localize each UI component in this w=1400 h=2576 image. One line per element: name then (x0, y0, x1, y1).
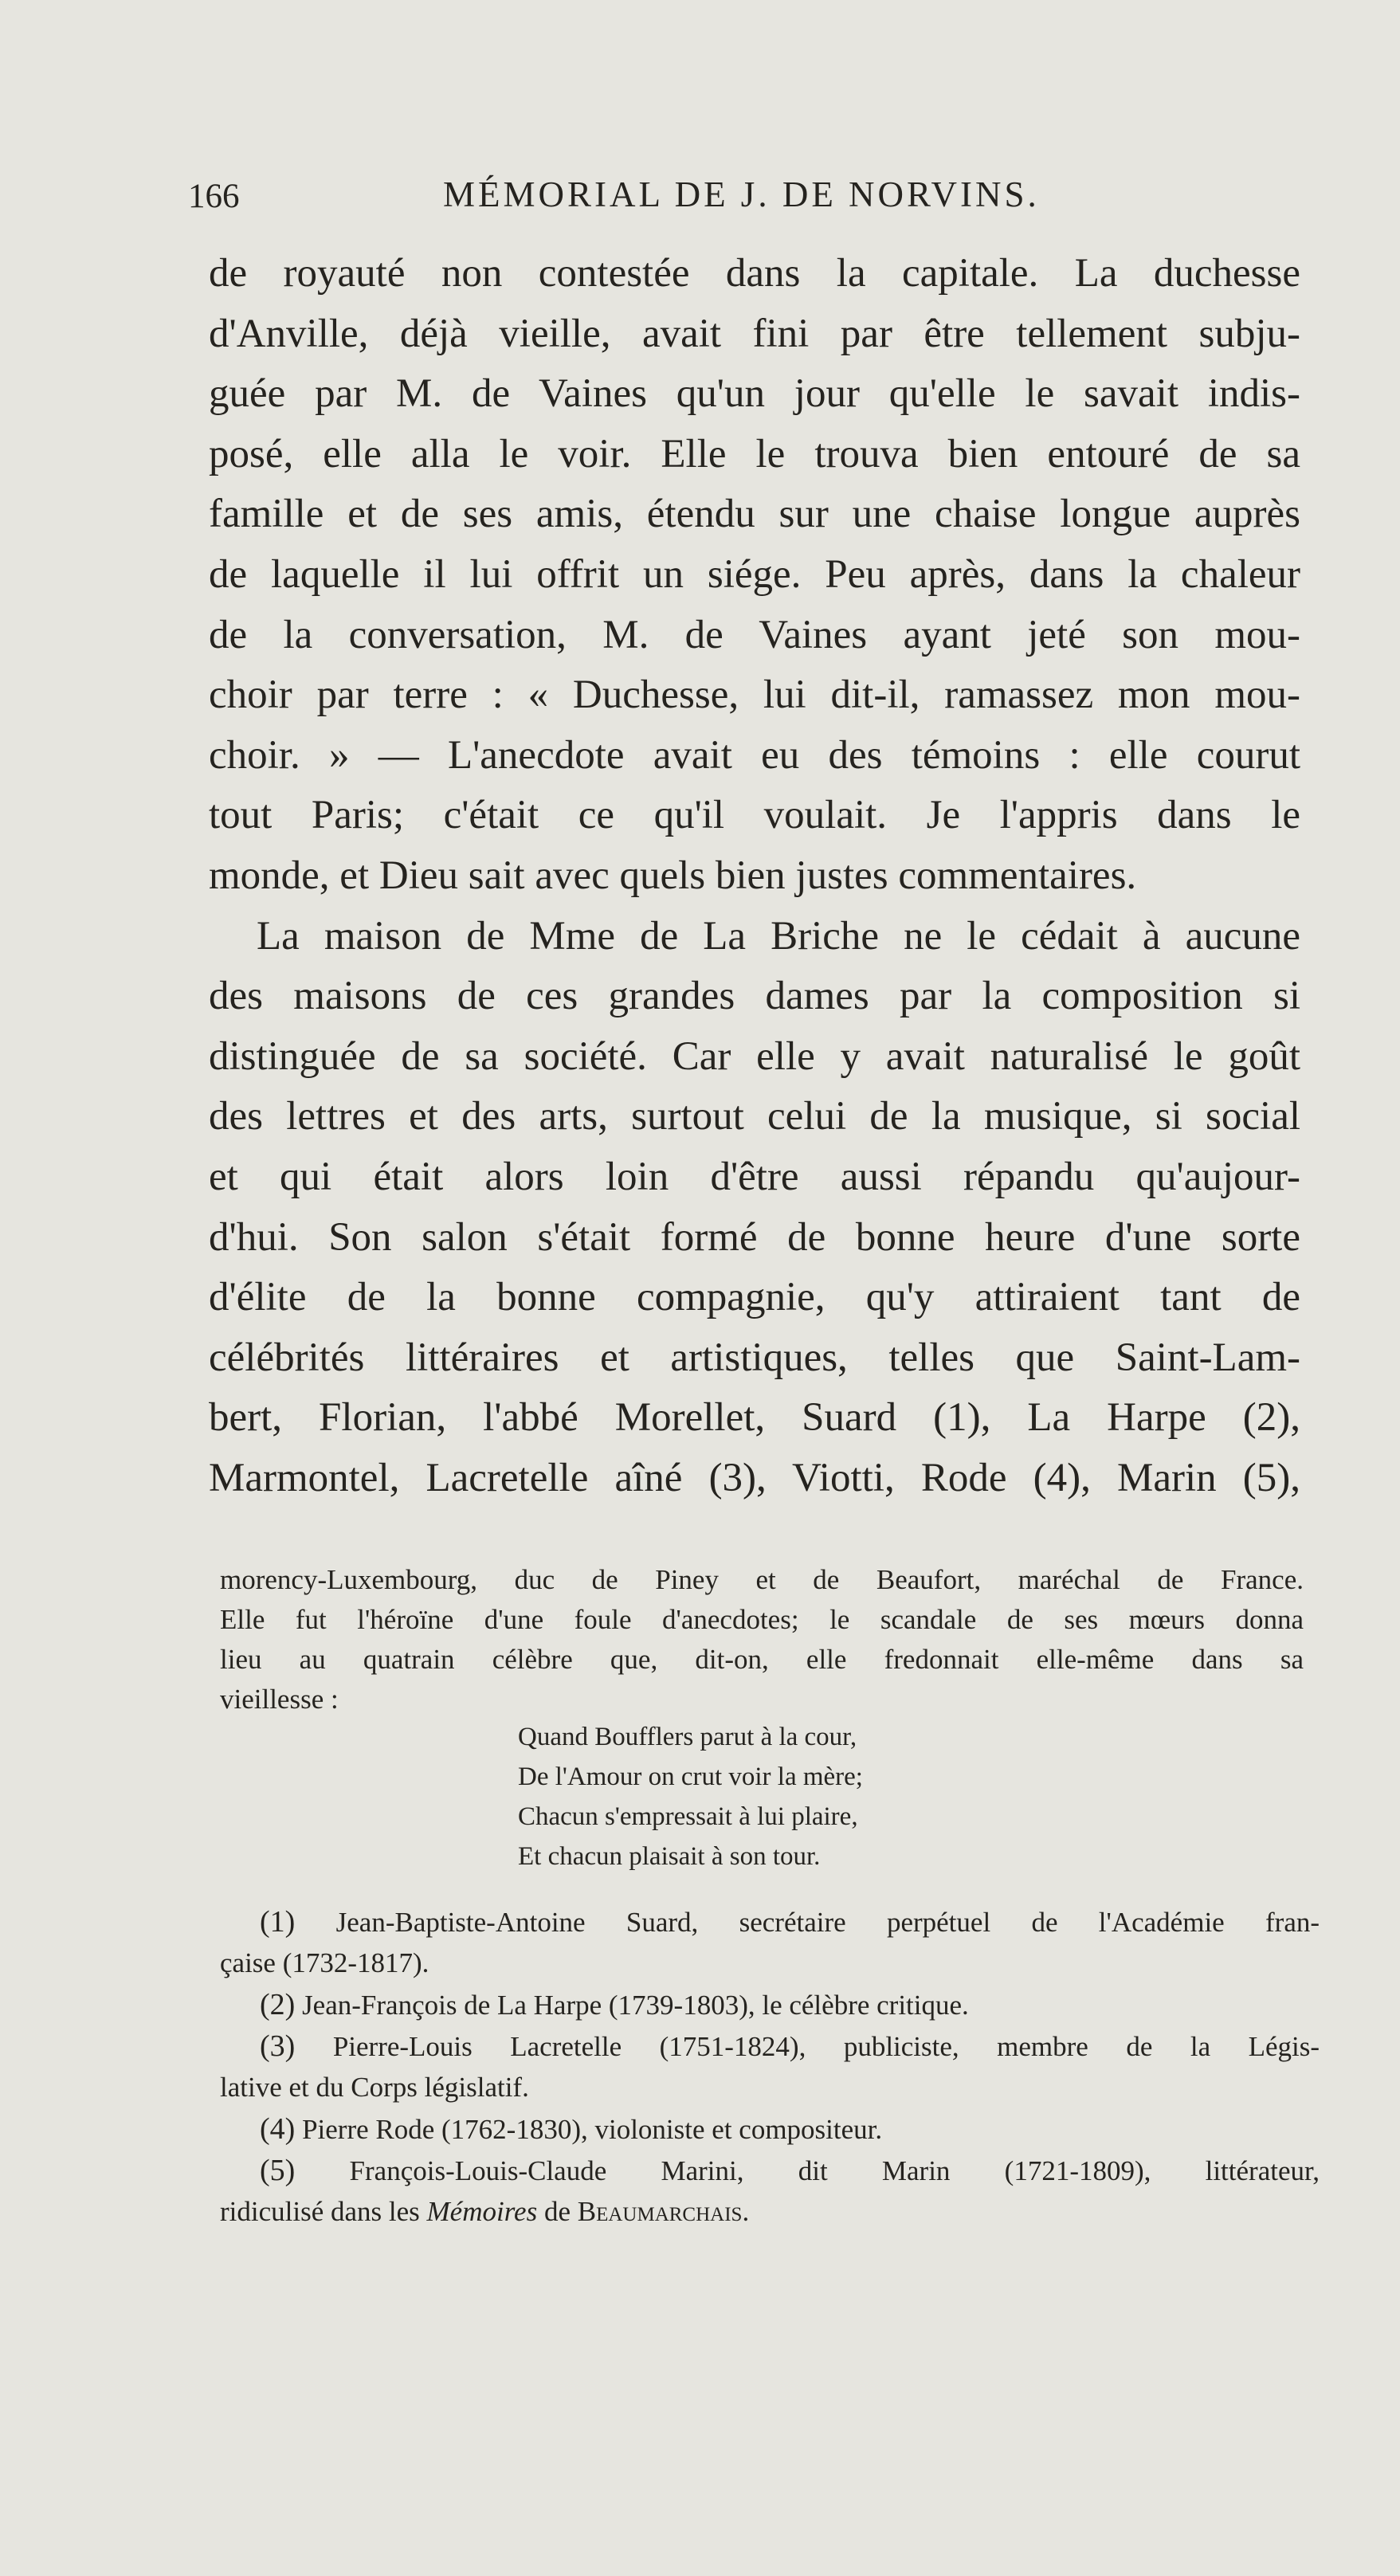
book-title: Mémoires (426, 2196, 538, 2227)
body-line: des maisons de ces grandes dames par la composition si (209, 974, 1300, 1019)
footnote-text: Pierre-Louis Lacretelle (1751-1824), publiciste, membre de la Légis- (332, 2031, 1320, 2062)
footnote-line: lieu au quatrain célèbre que, dit-on, elle fredonnait elle-même dans sa (220, 1644, 1304, 1675)
footnote-line: Elle fut l'héroïne d'une foule d'anecdotes; le scandale de ses mœurs donna (220, 1604, 1304, 1635)
running-title: MÉMORIAL DE J. DE NORVINS. (443, 174, 1040, 214)
footnote-5 (220, 2150, 1320, 2191)
body-line: de laquelle il lui offrit un siége. Peu après, dans la chaleur (209, 551, 1300, 597)
body-line: Marmontel, Lacretelle aîné (3), Viotti, Rode (4), Marin (5), (209, 1455, 1300, 1500)
body-line: bert, Florian, l'abbé Morellet, Suard (1), La Harpe (2), (209, 1395, 1300, 1441)
body-line: de la conversation, M. de Vaines ayant jeté son mou- (209, 612, 1300, 657)
footnote-text: de (537, 2196, 578, 2227)
body-line: La maison de Mme de La Briche ne le cédait à aucune (257, 913, 1300, 959)
body-line: et qui était alors loin d'être aussi répandu qu'aujour- (209, 1154, 1300, 1199)
body-line: d'hui. Son salon s'était formé de bonne heure d'une sorte (209, 1214, 1300, 1260)
body-line: choir par terre : « Duchesse, lui dit-il, ramassez mon mou- (209, 672, 1300, 718)
footnote-text: Pierre Rode (1762-1830), violoniste et compositeur. (302, 2114, 883, 2145)
footnote-text: Jean-François de La Harpe (1739-1803), le célèbre critique. (302, 1990, 969, 2021)
footnote-3-continued: lative et du Corps législatif. (220, 2072, 529, 2103)
body-line: posé, elle alla le voir. Elle le trouva bien entouré de sa (209, 431, 1300, 476)
footnote-number: (3) (260, 2029, 296, 2063)
body-line: des lettres et des arts, surtout celui de la musique, si social (209, 1094, 1300, 1139)
body-line: guée par M. de Vaines qu'un jour qu'elle le savait indis- (209, 371, 1300, 417)
body-line: monde, et Dieu sait avec quels bien justes commentaires. (209, 853, 1137, 898)
body-line: d'élite de la bonne compagnie, qu'y attiraient tant de (209, 1275, 1300, 1320)
body-line: d'Anville, déjà vieille, avait fini par être tellement subju- (209, 311, 1300, 356)
body-line: de royauté non contestée dans la capitale. La duchesse (209, 251, 1300, 296)
body-line: famille et de ses amis, étendu sur une chaise longue auprès (209, 492, 1300, 537)
footnote-number: (4) (260, 2112, 296, 2146)
footnote-text: Jean-Baptiste-Antoine Suard, secrétaire perpétuel de l'Académie fran- (335, 1907, 1320, 1938)
footnote-continued (220, 1560, 1304, 1719)
body-line: tout Paris; c'était ce qu'il voulait. Je l'appris dans le (209, 793, 1300, 838)
footnote-number: (5) (260, 2154, 296, 2187)
footnote-1 (220, 1901, 1320, 1943)
footnote-5-continued (220, 2191, 1320, 2233)
footnote-1-continued: çaise (1732-1817). (220, 1947, 429, 1978)
footnote-line: morency-Luxembourg, duc de Piney et de Beaufort, maréchal de France. (220, 1564, 1304, 1595)
footnote-number: (2) (260, 1988, 296, 2021)
body-line: célébrités littéraires et artistiques, telles que Saint-Lam- (209, 1335, 1300, 1380)
verse-line: De l'Amour on crut voir la mère; (518, 1762, 863, 1791)
running-head (188, 166, 1280, 222)
footnote-4 (220, 2108, 1320, 2150)
verse-line: Chacun s'empressait à lui plaire, (518, 1802, 858, 1831)
body-line: distinguée de sa société. Car elle y avait naturalisé le goût (209, 1033, 1300, 1079)
footnote-number: (1) (260, 1905, 296, 1939)
footnote-text: . (742, 2196, 750, 2227)
body-line: choir. » — L'anecdote avait eu des témoins : elle courut (209, 732, 1300, 778)
footnote-3 (220, 2025, 1320, 2067)
verse-line: Et chacun plaisait à son tour. (518, 1842, 821, 1871)
footnote-2 (220, 1984, 1320, 2025)
footnote-text: ridiculisé dans les (220, 2196, 427, 2227)
page-number: 166 (188, 178, 240, 215)
footnote-text: François-Louis-Claude Marini, dit Marin (1721-1809), littérateur, (349, 2155, 1320, 2186)
verse-line: Quand Boufflers parut à la cour, (518, 1723, 857, 1751)
author-name: Beaumarchais (577, 2196, 743, 2227)
footnotes (220, 1901, 1320, 2233)
quatrain (518, 1717, 1076, 1876)
body-text (209, 244, 1300, 1508)
footnote-line: vieillesse : (220, 1684, 339, 1715)
